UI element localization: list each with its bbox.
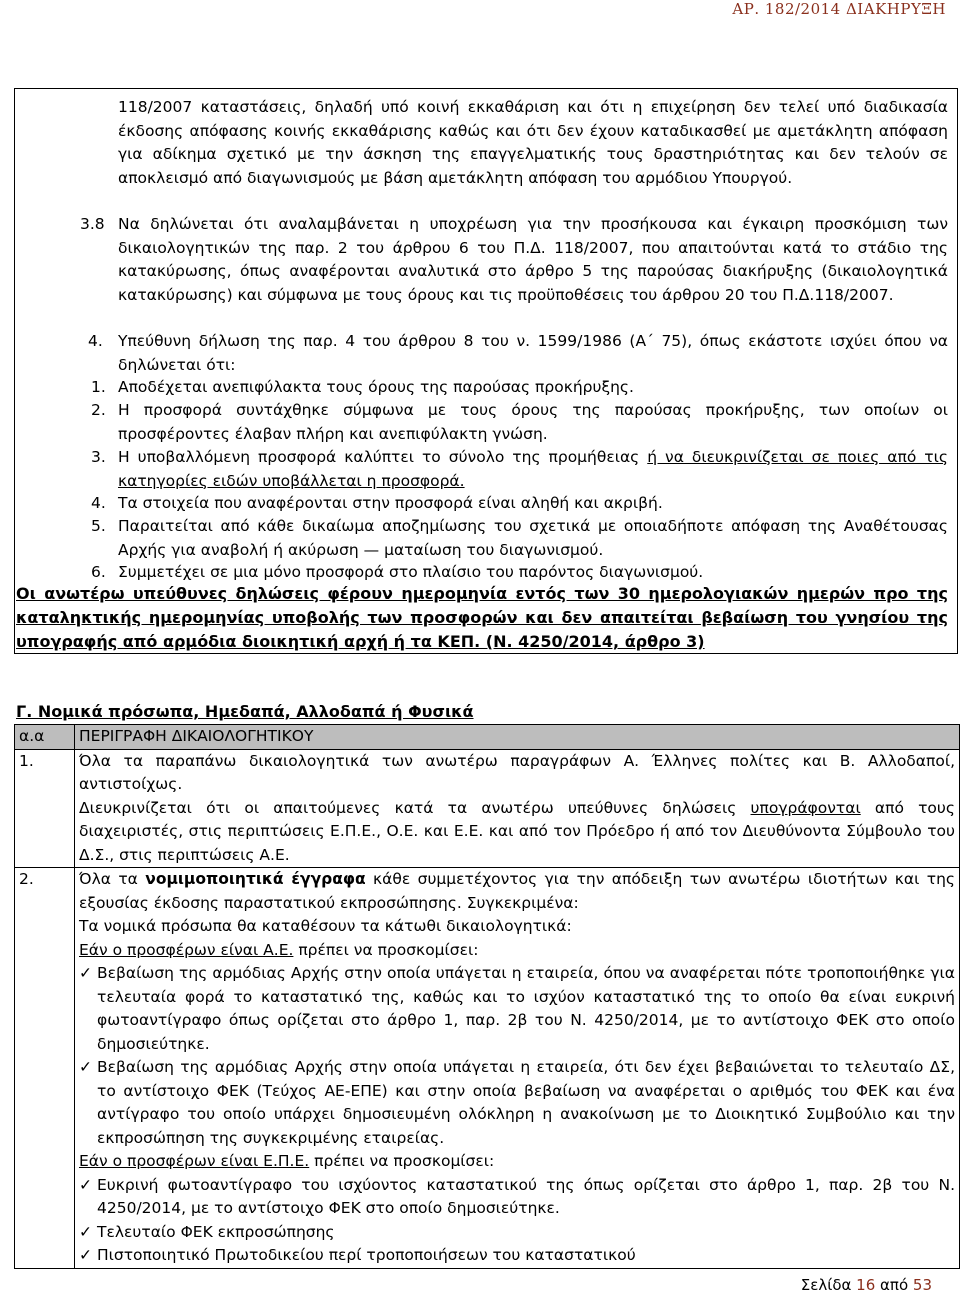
row2-p1-bold: νομιμοποιητικά έγγραφα	[145, 870, 366, 888]
row2-paragraph-2: Τα νομικά πρόσωπα θα καταθέσουν τα κάτωθι δικαιολογητικά:	[79, 917, 572, 935]
row1-paragraph-2	[79, 797, 955, 868]
ae-checklist	[79, 962, 955, 1150]
item-3-8-text: Να δηλώνεται ότι αναλαμβάνεται η υποχρέωση για την προσήκουσα και έγκαιρη προσκόμιση των δικαιολογητικών της παρ. 2 του άρθρου 6 του Π.Δ. 118/2007, που απαιτούνται κατά το στάδιο της κατακύρωσης, όπως αναφέρονται αναλυτικά στο άρθρο 5 της παρούσας διακήρυξης (δικαιολογητικά κατακύρωσης) και σύμφωνα με τους όρους και τις προϋποθέσεις του άρθρου 20 του Π.Δ.118/2007.	[118, 215, 948, 304]
item-3-8-number: 3.8	[80, 215, 105, 233]
sub-1-number: 1.	[91, 378, 106, 396]
sub-5-number: 5.	[91, 517, 106, 535]
sub-3-number: 3.	[91, 448, 106, 466]
row-description	[75, 749, 960, 868]
epe-heading-text: πρέπει να προσκομίσει:	[309, 1152, 495, 1170]
sub-6-text: Συμμετέχει σε μια μόνο προσφορά στο πλαίσιο του παρόντος διαγωνισμού.	[118, 563, 704, 581]
column-header-description: ΠΕΡΙΓΡΑΦΗ ΔΙΚΑΙΟΛΟΓΗΤΙΚΟΥ	[75, 725, 960, 750]
footer-label-page: Σελίδα	[800, 1276, 857, 1294]
footer-label-of: από	[875, 1276, 913, 1294]
row-description	[75, 868, 960, 1269]
item-4-number: 4.	[88, 332, 103, 350]
row1-p2-text-b: από τους διαχειριστές, στις περιπτώσεις Ε.Π.Ε., Ο.Ε. και Ε.Ε. και από τον Πρόεδρο ή από τον Διευθύνοντα Σύμβουλο του Δ.Σ., στις περιπτώσεις Α.Ε.	[79, 798, 955, 864]
sub-5-text: Παραιτείται από κάθε δικαίωμα αποζημίωσης του σχετικά με οποιαδήποτε απόφαση της Αναθέτουσας Αρχής για αναβολή ή ακύρωση — ματαίωση του διαγωνισμού.	[118, 517, 948, 559]
table-row	[15, 868, 960, 1269]
sub-1-text: Αποδέχεται ανεπιφύλακτα τους όρους της παρούσας προκήρυξης.	[118, 378, 634, 396]
page-footer	[801, 1276, 932, 1294]
checklist-item: ✓ Ευκρινή φωτοαντίγραφο του ισχύοντος καταστατικού της όπως ορίζεται στο άρθρο 1, παρ. 2β του Ν. 4250/2014, με το αντίστοιχο ΦΕΚ στο οποίο δημοσιεύτηκε.	[79, 1174, 955, 1221]
row1-p2-text-a: Διευκρινίζεται ότι οι απαιτούμενες κατά τα ανωτέρω υπεύθυνες δηλώσεις	[79, 798, 751, 817]
sub-4-text: Τα στοιχεία που αναφέρονται στην προσφορά είναι αληθή και ακριβή.	[118, 494, 663, 512]
checklist-item: ✓ Τελευταίο ΦΕΚ εκπροσώπησης	[79, 1221, 955, 1245]
requirements-table	[14, 724, 960, 1269]
document-header: ΑΡ. 182/2014 ΔΙΑΚΗΡΥΞΗ	[732, 0, 946, 18]
item-4-text: Υπεύθυνη δήλωση της παρ. 4 του άρθρου 8 του ν. 1599/1986 (Α΄ 75), όπως εκάστοτε ισχύει όπου να δηλώνεται ότι:	[118, 332, 948, 374]
ae-heading-text: πρέπει να προσκομίσει:	[293, 940, 479, 959]
row-number: 1.	[15, 749, 75, 868]
ae-heading-underlined: Εάν ο προσφέρων είναι Α.Ε.	[79, 940, 294, 959]
section-title: Γ. Νομικά πρόσωπα, Ημεδαπά, Αλλοδαπά ή Φυσικά	[16, 702, 474, 721]
sub-3-text	[118, 446, 948, 493]
epe-heading-underlined: Εάν ο προσφέρων είναι Ε.Π.Ε.	[79, 1152, 310, 1170]
row-number: 2.	[15, 868, 75, 1269]
row2-p1-text-a: Όλα τα	[79, 870, 146, 888]
ae-heading	[79, 939, 955, 963]
checklist-item: ✓ Βεβαίωση της αρμόδιας Αρχής στην οποία υπάγεται η εταιρεία, ότι δεν έχει βεβαιώνεται το τελευταίο ΔΣ, το αντίστοιχο ΦΕΚ (Τεύχος ΑΕ-ΕΠΕ) και στην οποία βεβαίωση να αναφέρεται ο αριθμός του ΦΕΚ και ένα αντίγραφο του οποίο υπάρχει δημοσιευμένη ολόκληρη η ανακοίνωση με το Διοικητικό Συμβούλιο και την εκπροσώπηση της συγκεκριμένης εταιρείας.	[79, 1056, 955, 1150]
row1-p2-underlined: υπογράφονται	[750, 798, 861, 817]
sub-4-number: 4.	[91, 494, 106, 512]
sub-3-text-a: Η υποβαλλόμενη προσφορά καλύπτει το σύνολο της προμήθειας	[118, 448, 648, 466]
sub-2-number: 2.	[91, 401, 106, 419]
sub-3-text-underlined: ή να διευκρινίζεται σε ποιες από τις κατηγορίες ειδών υποβάλλεται η προσφορά.	[118, 448, 948, 490]
row2-p1-text-c: κάθε συμμετέχοντος για την απόδειξη των ανωτέρω ιδιοτήτων και της εξουσίας έκδοσης παραστατικού εκπροσώπησης. Συγκεκριμένα:	[79, 870, 956, 912]
row2-paragraph-1	[79, 868, 955, 915]
table-header-row	[15, 725, 960, 750]
epe-checklist	[79, 1174, 955, 1268]
page-total: 53	[912, 1276, 932, 1294]
sub-2-text: Η προσφορά συντάχθηκε σύμφωνα με τους όρους της παρούσας προκήρυξης, των οποίων οι προσφέροντες έλαβαν πλήρη και ανεπιφύλακτη γνώση.	[118, 401, 948, 443]
table-row	[15, 749, 960, 868]
column-header-number: α.α	[15, 725, 75, 750]
checklist-item: ✓ Πιστοποιητικό Πρωτοδικείου περί τροποποιήσεων του καταστατικού	[79, 1244, 955, 1268]
intro-paragraph: 118/2007 καταστάσεις, δηλαδή υπό κοινή εκκαθάριση και ότι η επιχείρηση δεν τελεί υπό διαδικασία έκδοσης απόφασης κοινής εκκαθάρισης καθώς και ότι δεν έχουν καταδικασθεί με αμετάκλητη απόφαση για αδίκημα σχετικό με την άσκηση της επαγγελματικής τους δραστηριότητας και δεν τελούν σε αποκλεισμό από διαγωνισμούς με βάση αμετάκλητη απόφαση του αρμόδιου Υπουργού.	[118, 98, 948, 187]
sub-6-number: 6.	[91, 563, 106, 581]
declarations-notice: Οι ανωτέρω υπεύθυνες δηλώσεις φέρουν ημερομηνία εντός των 30 ημερολογιακών ημερών προ της καταληκτικής ημερομηνίας υποβολής των προσφορών και δεν απαιτείται βεβαίωση του γνησίου της υπογραφής από αρμόδια διοικητική αρχή ή τα ΚΕΠ. (Ν. 4250/2014, άρθρο 3)	[16, 584, 948, 651]
page-number: 16	[856, 1276, 876, 1294]
checklist-item: ✓ Βεβαίωση της αρμόδιας Αρχής στην οποία υπάγεται η εταιρεία, όπου να αναφέρεται πότε τροποποιήθηκε για τελευταία φορά το καταστατικό της, καθώς και το ισχύον καταστατικό της το οποίο θα είναι ευκρινή φωτοαντίγραφο όπως ορίζεται στο άρθρο 1, παρ. 2β του Ν. 4250/2014, με το αντίστοιχο ΦΕΚ στο οποίο δημοσιεύτηκε.	[79, 962, 955, 1056]
row1-paragraph-1: Όλα τα παραπάνω δικαιολογητικά των ανωτέρω παραγράφων Α. Έλληνες πολίτες και Β. Αλλοδαποί, αντιστοίχως.	[79, 751, 955, 793]
epe-heading	[79, 1150, 955, 1174]
